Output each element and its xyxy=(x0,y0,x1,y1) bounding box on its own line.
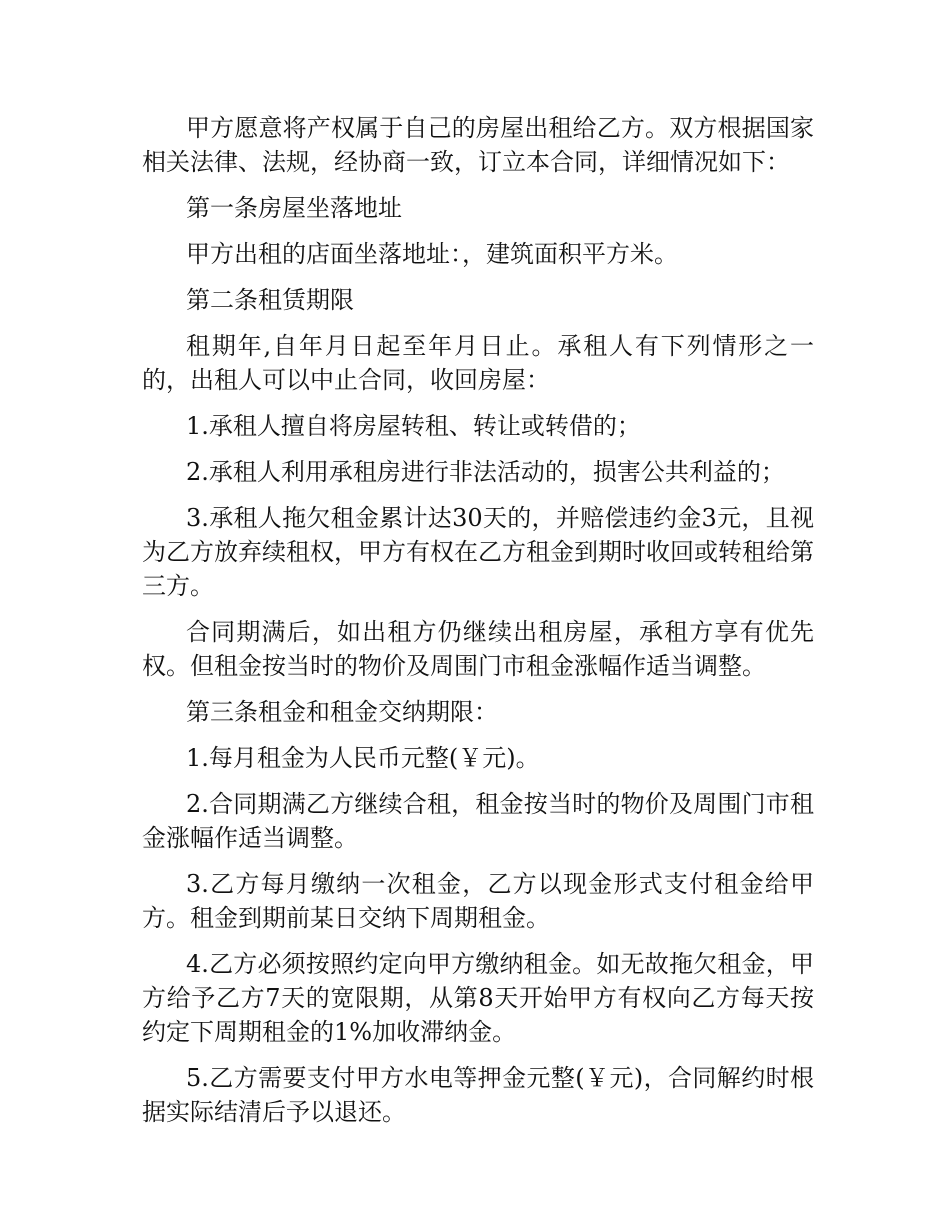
intro-paragraph: 甲方愿意将产权属于自己的房屋出租给乙方。双方根据国家相关法律、法规，经协商一致，订立本合同，详细情况如下： xyxy=(142,114,814,176)
article-2-clause-3: 3.承租人拖欠租金累计达30天的，并赔偿违约金3元，且视为乙方放弃续租权，甲方有权在乙方租金到期时收回或转租给第三方。 xyxy=(142,504,814,600)
article-1-address: 甲方出租的店面坐落地址：，建筑面积平方米。 xyxy=(186,240,678,268)
article-2-heading: 第二条租赁期限 xyxy=(186,286,354,314)
article-2-clause-2: 2.承租人利用承租房进行非法活动的，损害公共利益的； xyxy=(186,458,785,486)
article-3-clause-5: 5.乙方需要支付甲方水电等押金元整(￥元)，合同解约时根据实际结清后予以退还。 xyxy=(142,1064,814,1126)
article-3-clause-1: 1.每月租金为人民币元整(￥元)。 xyxy=(186,744,540,772)
article-2-clause-1: 1.承租人擅自将房屋转租、转让或转借的； xyxy=(186,412,641,440)
article-2-term: 租期年,自年月日起至年月日止。承租人有下列情形之一的，出租人可以中止合同，收回房屋： xyxy=(142,332,814,394)
article-3-heading: 第三条租金和租金交纳期限： xyxy=(186,698,498,726)
article-3-clause-2: 2.合同期满乙方继续合租，租金按当时的物价及周围门市租金涨幅作适当调整。 xyxy=(142,790,814,852)
article-2-renewal: 合同期满后，如出租方仍继续出租房屋，承租方享有优先权。但租金按当时的物价及周围门市租金涨幅作适当调整。 xyxy=(142,618,814,680)
article-3-clause-3: 3.乙方每月缴纳一次租金，乙方以现金形式支付租金给甲方。租金到期前某日交纳下周期租金。 xyxy=(142,870,814,932)
article-1-heading: 第一条房屋坐落地址 xyxy=(186,194,402,222)
document-body xyxy=(142,111,814,1141)
article-3-clause-4: 4.乙方必须按照约定向甲方缴纳租金。如无故拖欠租金，甲方给予乙方7天的宽限期，从第8天开始甲方有权向乙方每天按约定下周期租金的1%加收滞纳金。 xyxy=(142,950,814,1046)
